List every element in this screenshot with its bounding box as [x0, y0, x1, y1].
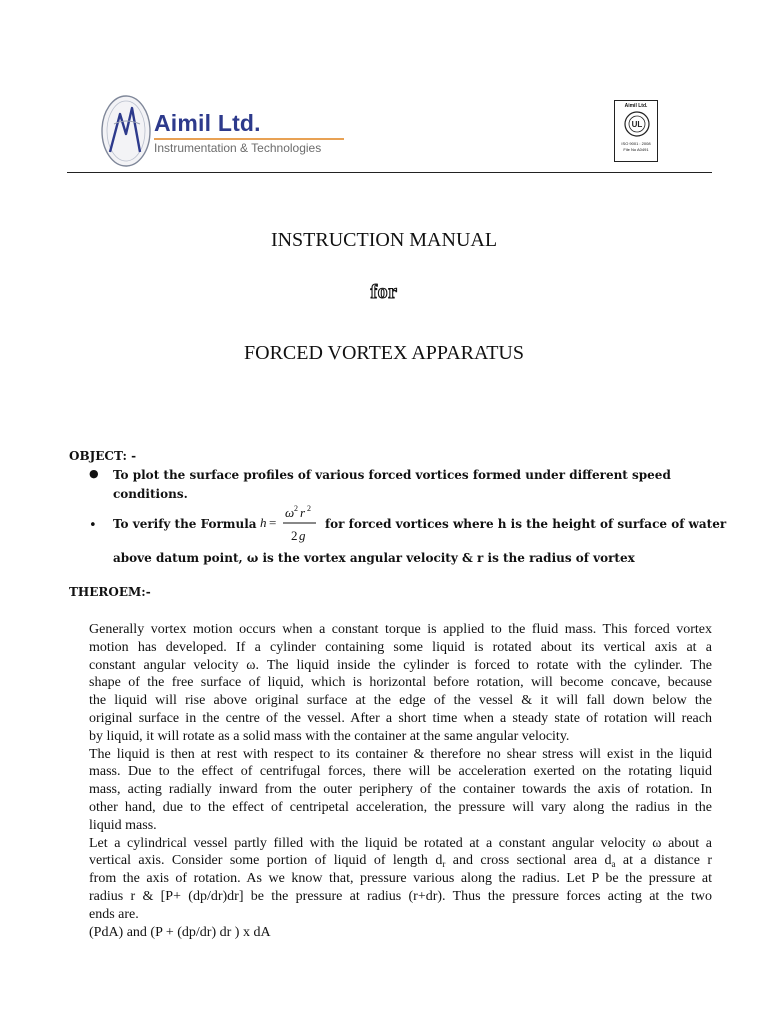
body-line: Generally vortex motion occurs when a constant torque is applied to the fluid mass. This forced vortex	[89, 622, 712, 637]
object-heading: OBJECT: -	[69, 449, 137, 463]
body-line: from the axis of rotation. As we know that, pressure various along the radius. Let P be the pressure at	[89, 871, 712, 887]
svg-text:g: g	[299, 528, 306, 543]
certification-badge	[614, 100, 658, 162]
body-line: radius r & [P+ (dp/dr)dr] be the pressure at radius (r+dr). Thus the pressure forces acting at the two	[89, 888, 712, 904]
svg-text:2: 2	[307, 504, 311, 513]
company-logo	[100, 94, 360, 174]
svg-text:2: 2	[291, 528, 298, 543]
subscript-r: r	[442, 859, 446, 870]
object-bullet-2-lead: To verify the Formula	[113, 517, 257, 531]
body-line: other hand, due to the effect of centripetal acceleration, the pressure will vary along the radius in the	[89, 799, 712, 815]
body-line: Let a cylindrical vessel partly filled with the liquid be rotated at a constant angular velocity ω about a	[89, 835, 712, 851]
brand-underline	[154, 138, 344, 140]
brand-name: Aimil Ltd.	[154, 110, 261, 136]
title-for: for	[370, 281, 398, 303]
body-line: The liquid is then at rest with respect to its container & therefore no shear stress will exist in the liquid	[89, 746, 712, 762]
svg-text:ω: ω	[285, 505, 295, 520]
body-line: liquid mass.	[89, 817, 157, 833]
bullet-icon: •	[89, 518, 97, 533]
vortex-formula	[258, 502, 322, 546]
body-line: motion has developed. If a cylinder containing some liquid is rotated about its vertical axis at a	[89, 639, 712, 655]
body-line: the liquid will rise above original surface at the edge of the vessel & it will fall down below the	[89, 693, 712, 709]
manual-title: INSTRUCTION MANUAL	[270, 229, 498, 251]
svg-text:h: h	[260, 515, 267, 530]
brand-tagline: Instrumentation & Technologies	[154, 141, 322, 155]
body-fragment: and cross sectional area d	[445, 853, 612, 869]
svg-text:=: =	[269, 515, 277, 530]
bullet-icon: ●	[89, 467, 99, 480]
body-line: original surface in the centre of the vessel. After a short time when a steady state of rotation will reach	[89, 710, 712, 726]
theorem-body	[89, 621, 712, 941]
body-line: shape of the free surface of liquid, which is horizontal before rotation, will become concave, because	[89, 675, 712, 691]
body-line: mass. Due to the effect of centrifugal forces, there will be acceleration exerted on the rotating liquid	[89, 764, 712, 780]
svg-text:UL: UL	[631, 120, 643, 129]
cert-file-no: File No A0491	[623, 147, 649, 152]
body-line: ends are.	[89, 906, 139, 922]
body-line: by liquid, it will rotate as a solid mass with the container at the same angular velocity.	[89, 728, 570, 744]
aimil-emblem-icon	[100, 94, 156, 168]
object-bullet-2-line-2: above datum point, ω is the vortex angular velocity & r is the radius of vortex	[113, 551, 635, 565]
body-line: mass, acting radially inward from the outer periphery of the container towards the axis of rotation. In	[89, 782, 712, 798]
ul-seal-icon	[624, 111, 650, 137]
object-bullet-2-tail: for forced vortices where h is the height of surface of water	[325, 517, 727, 531]
body-line: (PdA) and (P + (dp/dr) dr ) x dA	[89, 924, 271, 940]
cert-standard: ISO 9001 : 2008	[621, 141, 651, 146]
apparatus-title: FORCED VORTEX APPARATUS	[244, 342, 524, 364]
theorem-heading: THEROEM:-	[69, 585, 151, 599]
object-bullet-1-line-2: conditions.	[113, 487, 188, 501]
header-divider	[67, 172, 712, 173]
body-fragment: at a distance r	[615, 853, 712, 869]
svg-text:2: 2	[294, 504, 298, 513]
subscript-a: a	[611, 859, 616, 870]
body-fragment: vertical axis. Consider some portion of liquid of length d	[89, 853, 443, 869]
body-line: constant angular velocity ω. The liquid inside the cylinder is forced to rotate with the cylinder. The	[89, 657, 712, 673]
object-bullet-1-line-1: To plot the surface profiles of various forced vortices formed under different speed	[113, 468, 671, 482]
body-line-subscripts	[89, 852, 712, 870]
svg-text:r: r	[300, 505, 306, 520]
cert-company: Aimil Ltd.	[624, 103, 648, 109]
